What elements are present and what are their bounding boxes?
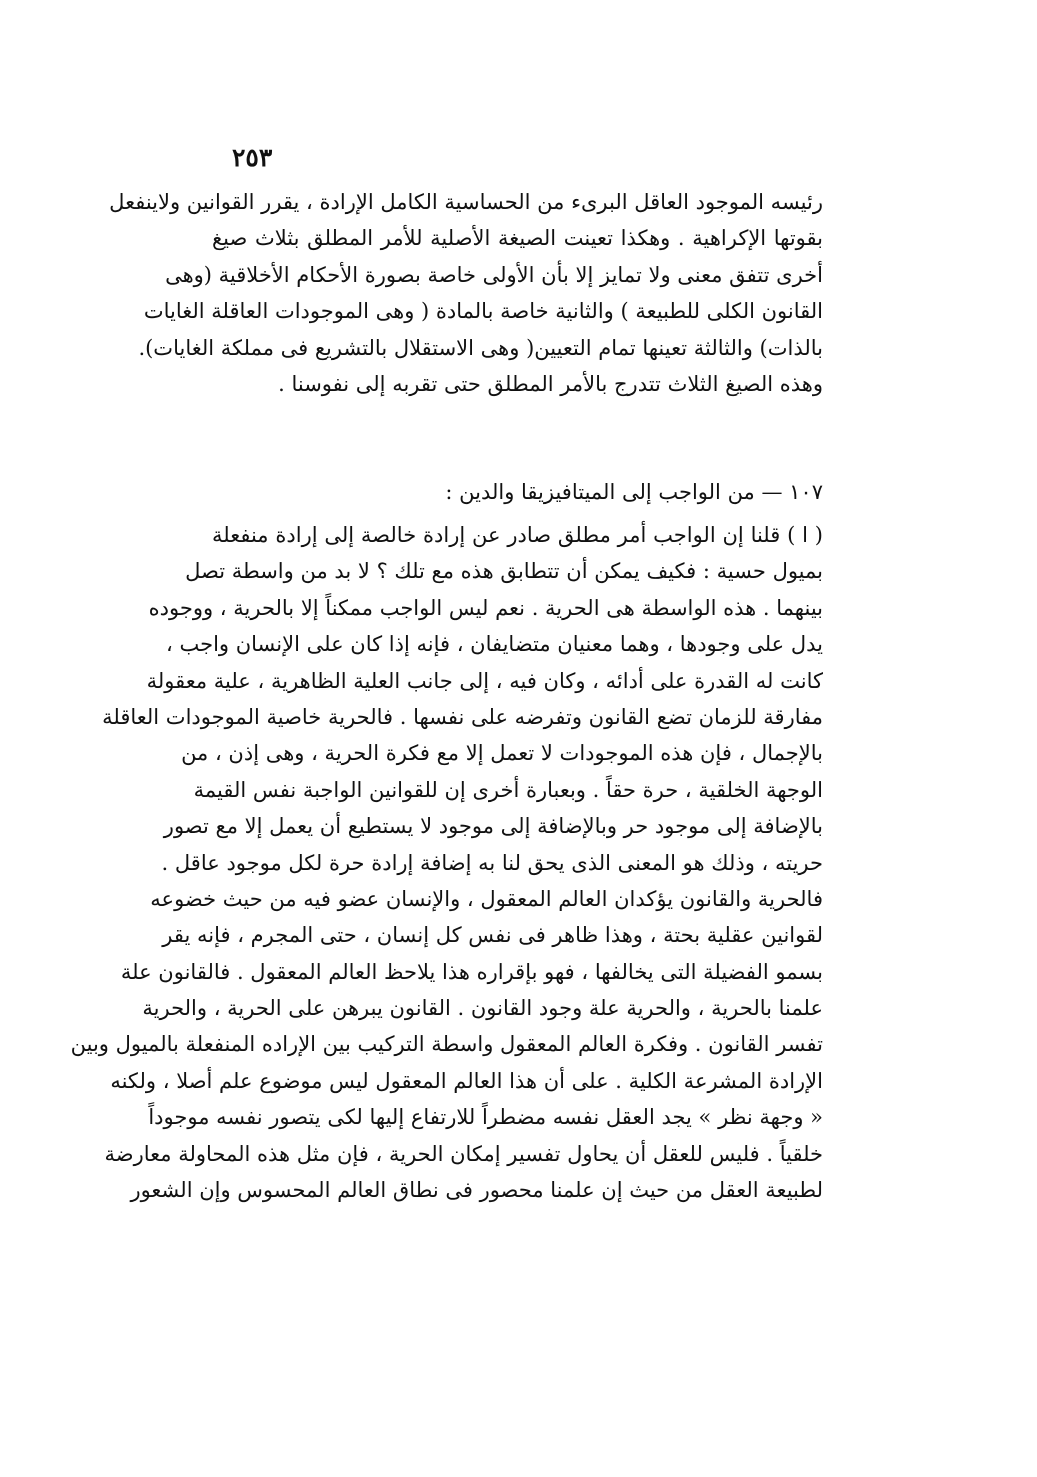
text-line: القانون الكلى للطبيعة ) والثانية خاصة بالمادة ( وهى الموجودات العاقلة الغايات (143, 299, 823, 324)
paragraph-section-107 (70, 517, 823, 1208)
text-line: كانت له القدرة على أدائه ، وكان فيه ، إلى جانب العلية الظاهرية ، علية معقولة (146, 668, 823, 693)
text-line: خلقياً . فليس للعقل أن يحاول تفسير إمكان الحرية ، فإن مثل هذه المحاولة معارضة (104, 1141, 823, 1166)
text-line: فالحرية والقانون يؤكدان العالم المعقول ، والإنسان عضو فيه من حيث خضوعه (150, 886, 823, 911)
text-line: لطبيعة العقل من حيث إن علمنا محصور فى نطاق العالم المحسوس وإن الشعور (130, 1178, 823, 1203)
text-line: ( ا ) قلنا إن الواجب أمر مطلق صادر عن إرادة خالصة إلى إرادة منفعلة (212, 523, 823, 547)
text-line: أخرى تتفق معنى ولا تمايز إلا بأن الأولى خاصة بصورة الأحكام الأخلاقية (وهى (165, 262, 823, 287)
text-line: بسمو الفضيلة التى يخالفها ، فهو بإقراره هذا يلاحظ العالم المعقول . فالقانون علة (120, 959, 823, 984)
text-line: وهذه الصيغ الثلاث تتدرج بالأمر المطلق حتى تقربه إلى نفوسنا . (278, 371, 823, 396)
paragraph-continuation (109, 184, 823, 402)
text-line: يدل على وجودها ، وهما معنيان متضايفان ، فإنه إذا كان على الإنسان واجب ، (166, 632, 823, 657)
text-line: بقوتها الإكراهية . وهكذا تعينت الصيغة الأصلية للأمر المطلق بثلاث صيغ (212, 226, 823, 251)
text-line: بميول حسية : فكيف يمكن أن تتطابق هذه مع تلك ؟ لا بد من واسطة تصل (185, 559, 823, 584)
text-line: تفسر القانون . وفكرة العالم المعقول واسطة التركيب بين الإراده المنفعلة بالميول وبين (70, 1032, 823, 1057)
text-line: بالإضافة إلى موجود حر وبالإضافة إلى موجود لا يستطيع أن يعمل إلا مع تصور (163, 814, 823, 839)
text-line: بينهما . هذه الواسطة هى الحرية . نعم ليس الواجب ممكناً إلا بالحرية ، ووجوده (148, 595, 823, 620)
text-line: بالإجمال ، فإن هذه الموجودات لا تعمل إلا مع فكرة الحرية ، وهى إذن ، من (181, 741, 823, 766)
text-line: علمنا بالحرية ، والحرية علة وجود القانون . القانون يبرهن على الحرية ، والحرية (142, 996, 823, 1021)
section-heading-text: ١٠٧ — من الواجب إلى الميتافيزيقا والدين : (445, 480, 823, 504)
text-line: الإرادة المشرعة الكلية . على أن هذا العالم المعقول ليس موضوع علم أصلا ، ولكنه (110, 1068, 823, 1093)
text-line: لقوانين عقلية بحتة ، وهذا ظاهر فى نفس كل إنسان ، حتى المجرم ، فإنه يقر (162, 923, 823, 948)
text-line: بالذات) والثالثة تعينها تمام التعيين( وهى الاستقلال بالتشريع فى مملكة الغايات). (138, 335, 823, 360)
text-line: رئيسه الموجود العاقل البرىء من الحساسية الكامل الإرادة ، يقرر القوانين ولاينفعل (109, 190, 823, 214)
text-line: حريته ، وذلك هو المعنى الذى يحق لنا به إضافة إرادة حرة لكل موجود عاقل . (161, 850, 823, 875)
page-number: ٢٥٣ (232, 143, 273, 172)
text-line: الوجهة الخلقية ، حرة حقاً . وبعبارة أخرى إن للقوانين الواجبة نفس القيمة (193, 777, 823, 802)
text-line: مفارقة للزمان تضع القانون وتفرضه على نفسها . فالحرية خاصية الموجودات العاقلة (102, 704, 823, 729)
section-heading (212, 474, 823, 510)
text-line: « وجهة نظر » يجد العقل نفسه مضطراً للارتفاع إليها لكى يتصور نفسه موجوداً (148, 1105, 823, 1130)
